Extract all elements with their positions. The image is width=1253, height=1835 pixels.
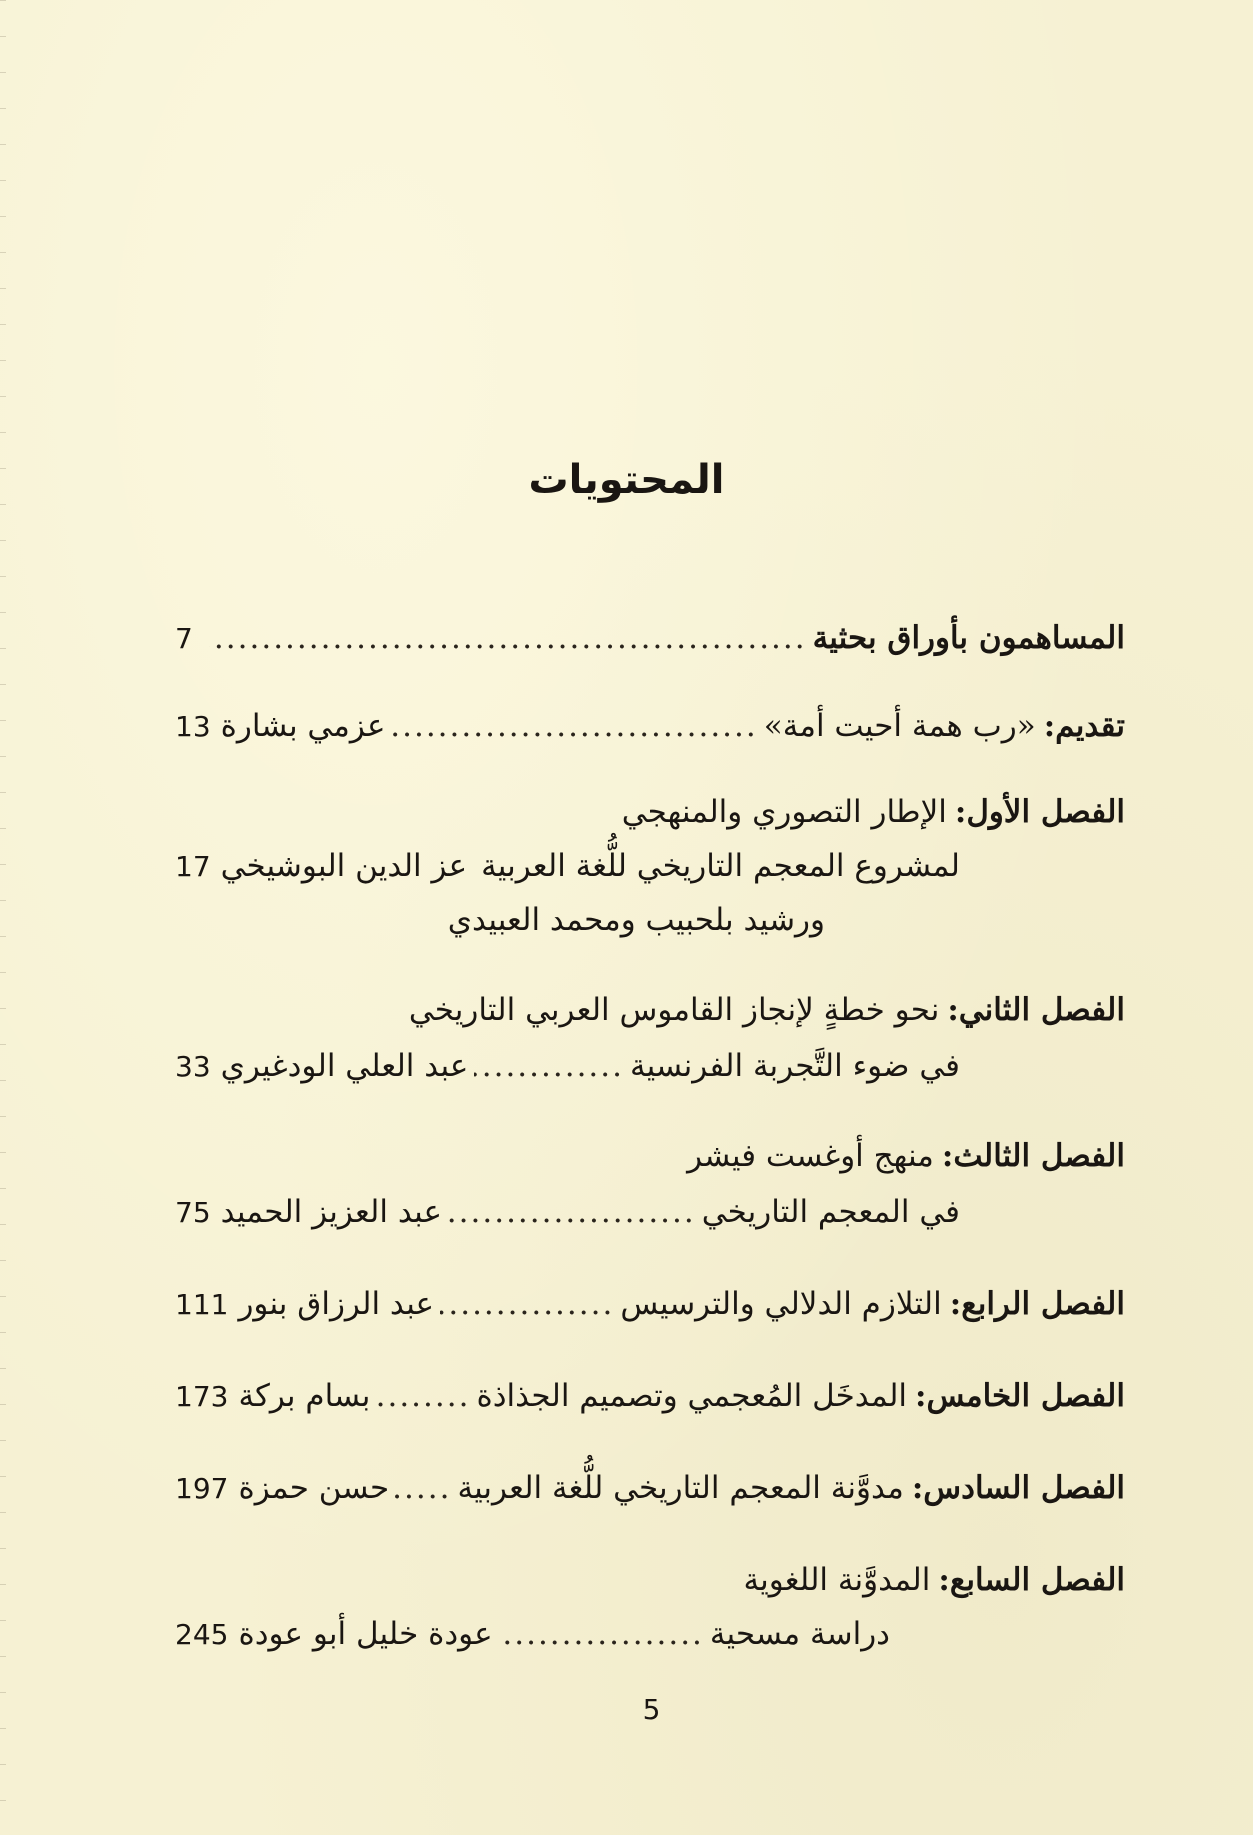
- entry-title: التلازم الدلالي والترسيس: [620, 1286, 942, 1322]
- entry-label: المساهمون بأوراق بحثية: [812, 620, 1125, 656]
- page-ref: 17: [175, 850, 211, 883]
- dot-leader: [440, 1276, 614, 1332]
- entry-title-continued: في ضوء التَّجربة الفرنسية: [629, 1048, 960, 1084]
- entry-title-continued: في المعجم التاريخي: [701, 1194, 960, 1230]
- toc-entry-chapter-5: [175, 1368, 1125, 1424]
- entry-title-continued: لمشروع المعجم التاريخي للُّغة العربية: [481, 848, 960, 884]
- entry-title: «رب همة أحيت أمة»: [763, 708, 1036, 744]
- entry-label: الفصل السابع:: [938, 1562, 1125, 1598]
- dot-leader: [473, 838, 475, 894]
- dot-leader: [474, 1038, 624, 1094]
- entry-label: الفصل السادس:: [911, 1470, 1125, 1506]
- entry-label: الفصل الخامس:: [915, 1378, 1125, 1414]
- entry-author: عبد العزيز الحميد: [220, 1194, 442, 1230]
- entry-title: منهج أوغست فيشر: [687, 1138, 934, 1174]
- toc-entry-chapter-1-authors: [215, 892, 825, 948]
- toc-entry-chapter-2-line2: [175, 1038, 1125, 1094]
- page-edge: [0, 0, 6, 1835]
- entry-title: مدوَّنة المعجم التاريخي للُّغة العربية: [457, 1470, 904, 1506]
- entry-author: عزمي بشارة: [220, 708, 386, 744]
- dot-leader: [448, 1184, 696, 1240]
- page-ref: 13: [175, 710, 211, 743]
- toc-entry-chapter-1-line2: [175, 838, 1125, 894]
- toc-entry-chapter-7-line2: [175, 1606, 1125, 1662]
- toc-entry-chapter-6: [175, 1460, 1125, 1516]
- entry-label: الفصل الثاني:: [947, 992, 1125, 1028]
- page-ref: 173: [175, 1380, 229, 1413]
- page-ref: 75: [175, 1196, 211, 1229]
- entry-label: الفصل الرابع:: [949, 1286, 1125, 1322]
- entry-author: عبد الرزاق بنور: [238, 1286, 435, 1322]
- toc-entry-contributors: [175, 610, 1125, 666]
- dot-leader: [209, 610, 807, 666]
- page-number: 5: [642, 1693, 661, 1726]
- entry-label: تقديم:: [1043, 708, 1125, 744]
- contents-title: المحتويات: [528, 457, 725, 503]
- toc-entry-chapter-1: [175, 784, 1125, 840]
- toc-entry-chapter-3: [175, 1128, 1125, 1184]
- entry-author: بسام بركة: [238, 1378, 371, 1414]
- dot-leader: [376, 1368, 470, 1424]
- entry-label: الفصل الأول:: [954, 794, 1125, 830]
- page-ref: 7: [175, 622, 193, 655]
- page-ref: 197: [175, 1472, 229, 1505]
- toc-entry-chapter-7: [175, 1552, 1125, 1608]
- page-ref: 111: [175, 1288, 229, 1321]
- entry-author: عز الدين البوشيخي: [220, 848, 468, 884]
- entry-author-continued: ورشيد بلحبيب ومحمد العبيدي: [447, 902, 825, 938]
- dot-leader: [391, 698, 757, 754]
- entry-author: عودة خليل أبو عودة: [238, 1616, 493, 1652]
- toc-entry-chapter-4: [175, 1276, 1125, 1332]
- entry-title: الإطار التصوري والمنهجي: [621, 794, 947, 830]
- page-ref: 245: [175, 1618, 229, 1651]
- entry-author: عبد العلي الودغيري: [220, 1048, 469, 1084]
- page-ref: 33: [175, 1050, 211, 1083]
- entry-title: المدخَل المُعجمي وتصميم الجذاذة: [476, 1378, 908, 1414]
- entry-title: المدوَّنة اللغوية: [743, 1562, 931, 1598]
- dot-leader: [395, 1460, 451, 1516]
- toc-entry-chapter-3-line2: [175, 1184, 1125, 1240]
- entry-title: نحو خطةٍ لإنجاز القاموس العربي التاريخي: [408, 992, 940, 1028]
- entry-title-continued: دراسة مسحية: [709, 1616, 890, 1652]
- entry-label: الفصل الثالث:: [941, 1138, 1125, 1174]
- entry-author: حسن حمزة: [238, 1470, 390, 1506]
- dot-leader: [499, 1606, 704, 1662]
- toc-entry-chapter-2: [175, 982, 1125, 1038]
- toc-entry-introduction: [175, 698, 1125, 754]
